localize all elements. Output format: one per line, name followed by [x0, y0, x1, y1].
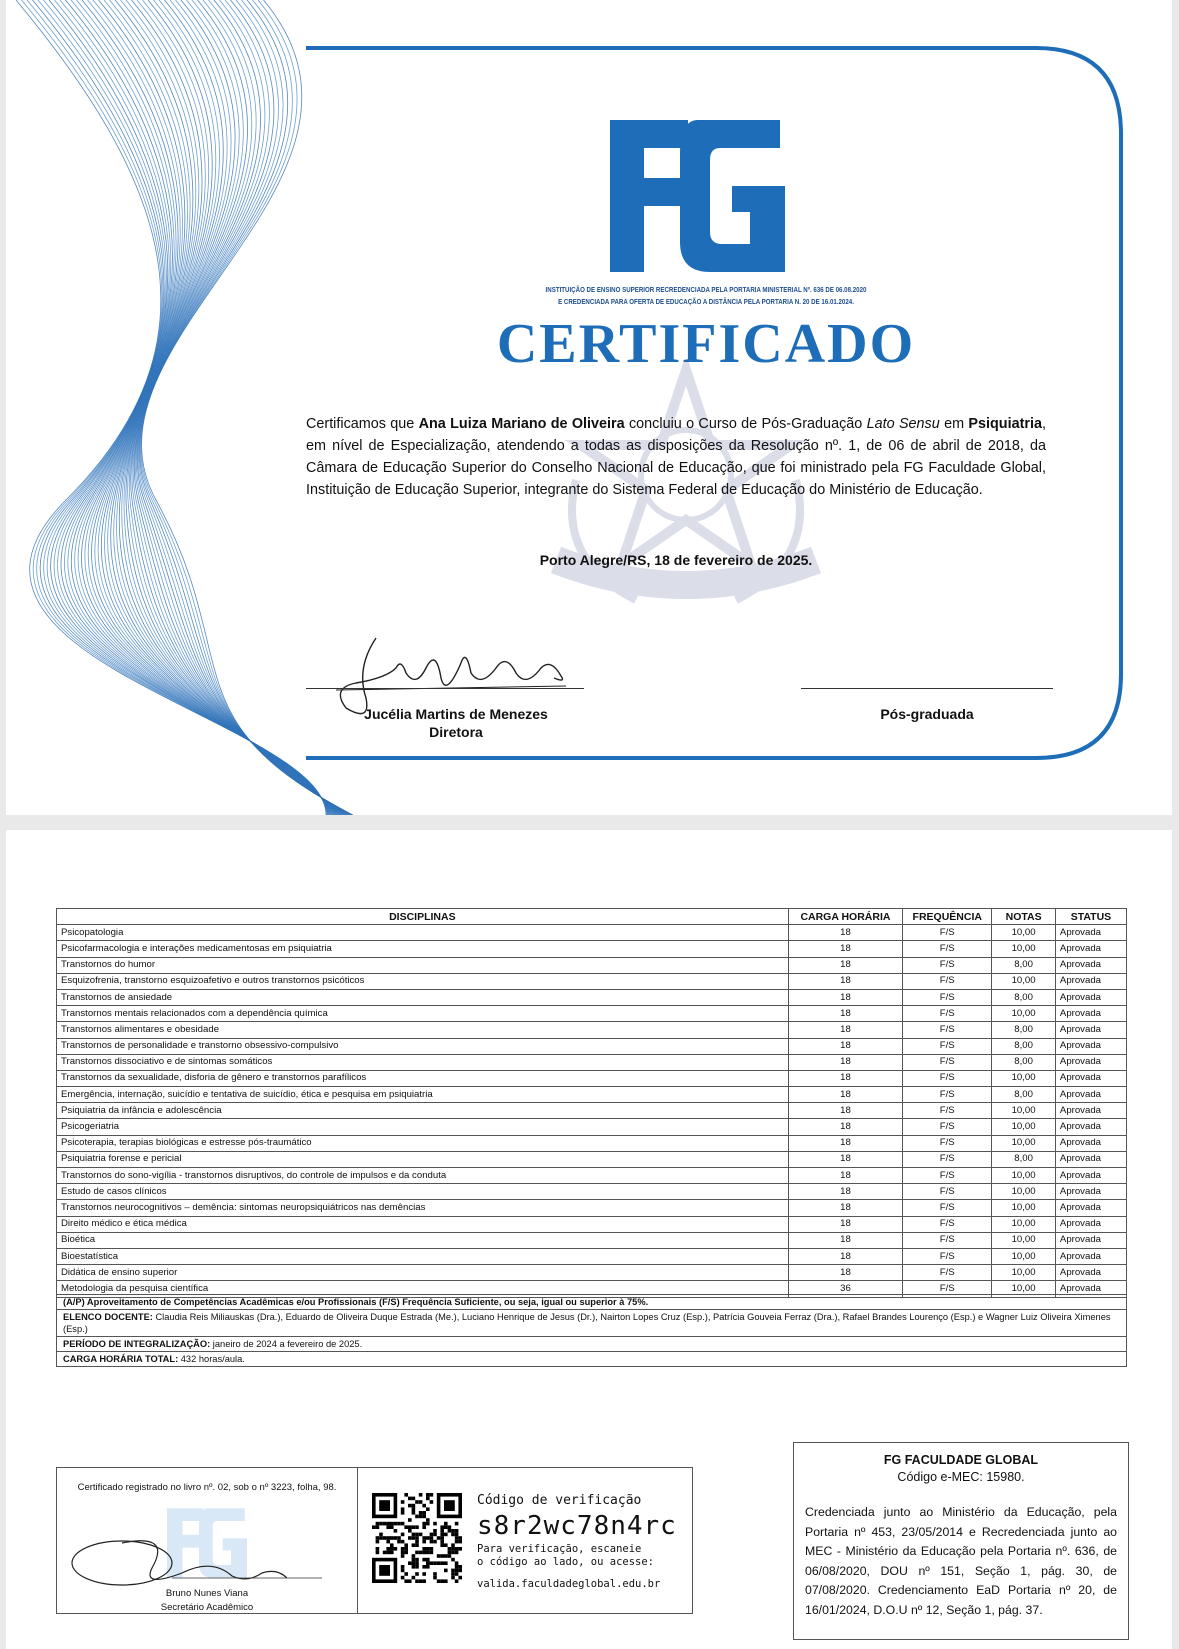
disciplina-cell: Direito médico e ética médica	[57, 1216, 789, 1232]
director-signature-line	[306, 688, 584, 689]
nota-cell: 8,00	[992, 1151, 1056, 1167]
grades-table	[56, 908, 1127, 1298]
total-workload: CARGA HORÁRIA TOTAL: 432 horas/aula.	[57, 1352, 1127, 1367]
disciplina-cell: Psicofarmacologia e interações medicamentosas em psiquiatria	[57, 941, 789, 957]
nota-cell: 10,00	[992, 925, 1056, 941]
carga-horaria-cell: 18	[788, 1103, 903, 1119]
table-row	[57, 1022, 1127, 1038]
status-cell: Aprovada	[1055, 1054, 1126, 1070]
nota-cell: 8,00	[992, 1054, 1056, 1070]
frequencia-cell: F/S	[903, 1103, 992, 1119]
disciplina-cell: Estudo de casos clínicos	[57, 1184, 789, 1200]
carga-horaria-cell: 18	[788, 1006, 903, 1022]
nota-cell: 10,00	[992, 1248, 1056, 1264]
nota-cell: 10,00	[992, 1070, 1056, 1086]
status-cell: Aprovada	[1055, 1184, 1126, 1200]
disciplina-cell: Transtornos do sono-vigília - transtornos disruptivos, do controle de impulsos e da conduta	[57, 1168, 789, 1184]
status-cell: Aprovada	[1055, 925, 1126, 941]
table-row	[57, 925, 1127, 941]
place-and-date: Porto Alegre/RS, 18 de fevereiro de 2025.	[539, 552, 813, 568]
secretary-name: Bruno Nunes Viana	[165, 1588, 249, 1599]
nota-cell: 10,00	[992, 1184, 1056, 1200]
nota-cell: 8,00	[992, 1087, 1056, 1103]
verification-url[interactable]: valida.faculdadeglobal.edu.br	[477, 1578, 661, 1590]
registration-text: Certificado registrado no livro nº. 02, sob o nº 3223, folha, 98.	[77, 1482, 337, 1493]
grades-header-row	[57, 909, 1127, 925]
status-cell: Aprovada	[1055, 1216, 1126, 1232]
frequencia-cell: F/S	[903, 1200, 992, 1216]
nota-cell: 10,00	[992, 1281, 1056, 1297]
nota-cell: 10,00	[992, 1232, 1056, 1248]
nota-cell: 8,00	[992, 957, 1056, 973]
transcript-notes	[56, 1294, 1127, 1367]
disciplina-cell: Psicopatologia	[57, 925, 789, 941]
carga-horaria-cell: 18	[788, 1135, 903, 1151]
frequencia-cell: F/S	[903, 1232, 992, 1248]
disciplina-cell: Psicogeriatria	[57, 1119, 789, 1135]
status-cell: Aprovada	[1055, 1151, 1126, 1167]
certificate-title: CERTIFICADO	[496, 313, 916, 375]
carga-horaria-cell: 18	[788, 1054, 903, 1070]
status-cell: Aprovada	[1055, 1232, 1126, 1248]
status-cell: Aprovada	[1055, 1265, 1126, 1281]
institution-accreditation-text: Credenciada junto ao Ministério da Educação, pela Portaria nº 453, 23/05/2014 e Recredenciada junto ao MEC - Ministério da Educação pela Portaria nº. 636, de 06/08/2020, DOU nº 151, Seção 1, pág. 30, de 07/08/2020. Credenciamento EaD Portaria nº 20, de 16/01/2024, D.O.U nº 12, Seção 1, pág. 37.	[805, 1505, 1117, 1617]
director-name: Jucélia Martins de Menezes	[364, 706, 548, 722]
course-name: Psiquiatria	[968, 416, 1042, 432]
table-row	[57, 1265, 1127, 1281]
carga-horaria-cell: 18	[788, 1248, 903, 1264]
table-row	[57, 973, 1127, 989]
status-cell: Aprovada	[1055, 1070, 1126, 1086]
frequencia-cell: F/S	[903, 1135, 992, 1151]
table-row	[57, 1006, 1127, 1022]
header-status: STATUS	[1055, 909, 1126, 925]
disciplina-cell: Psiquiatria forense e pericial	[57, 1151, 789, 1167]
table-row	[57, 1103, 1127, 1119]
status-cell: Aprovada	[1055, 1006, 1126, 1022]
registration-box	[56, 1467, 693, 1614]
status-cell: Aprovada	[1055, 1087, 1126, 1103]
disciplina-cell: Psicoterapia, terapias biológicas e estresse pós-traumático	[57, 1135, 789, 1151]
nota-cell: 10,00	[992, 1119, 1056, 1135]
disciplina-cell: Bioética	[57, 1232, 789, 1248]
nota-cell: 10,00	[992, 973, 1056, 989]
table-row	[57, 1232, 1127, 1248]
carga-horaria-cell: 18	[788, 1200, 903, 1216]
certificate-page	[6, 0, 1172, 815]
carga-horaria-cell: 18	[788, 957, 903, 973]
carga-horaria-cell: 18	[788, 1184, 903, 1200]
table-row	[57, 1184, 1127, 1200]
verification-label: Código de verificação	[477, 1493, 642, 1508]
header-frequencia: FREQUÊNCIA	[903, 909, 992, 925]
carga-horaria-cell: 18	[788, 1038, 903, 1054]
faculty-list: ELENCO DOCENTE: Claudia Reis Miliauskas (Dra.), Eduardo de Oliveira Duque Estrada (Me.), Luciano Henrique de Jesus (Dr.), Nairton Lopes Cruz (Esp.), Patrícia Gouveia Ferraz (Dra.), Rafael Brandes Lourenço (Esp.) e Wagner Luiz Oliveira Ximenes (Esp.)	[57, 1310, 1127, 1337]
disciplina-cell: Transtornos do humor	[57, 957, 789, 973]
nota-cell: 10,00	[992, 1200, 1056, 1216]
status-cell: Aprovada	[1055, 1103, 1126, 1119]
institution-accreditation-line-2: E CREDENCIADA PARA OFERTA DE EDUCAÇÃO A DISTÂNCIA PELA PORTARIA N. 20 DE 16.01.2024.	[558, 297, 854, 306]
carga-horaria-cell: 18	[788, 1232, 903, 1248]
table-row	[57, 1168, 1127, 1184]
frequencia-cell: F/S	[903, 957, 992, 973]
table-row	[57, 957, 1127, 973]
nota-cell: 8,00	[992, 989, 1056, 1005]
status-cell: Aprovada	[1055, 1281, 1126, 1297]
qr-code[interactable]	[372, 1493, 462, 1583]
frequencia-cell: F/S	[903, 1038, 992, 1054]
status-cell: Aprovada	[1055, 1119, 1126, 1135]
frequency-legend: (A/P) Aproveitamento de Competências Acadêmicas e/ou Profissionais (F/S) Frequência Suficiente, ou seja, igual ou superior à 75%.	[57, 1295, 1127, 1310]
header-disciplinas: DISCIPLINAS	[57, 909, 789, 925]
frequencia-cell: F/S	[903, 973, 992, 989]
verification-instruction-2: o código ao lado, ou acesse:	[477, 1556, 655, 1568]
fg-logo	[610, 120, 785, 272]
carga-horaria-cell: 18	[788, 1151, 903, 1167]
table-row	[57, 941, 1127, 957]
student-name: Ana Luiza Mariano de Oliveira	[418, 416, 625, 432]
frequencia-cell: F/S	[903, 1168, 992, 1184]
disciplina-cell: Transtornos de ansiedade	[57, 989, 789, 1005]
institution-emec-code: Código e-MEC: 15980.	[897, 1470, 1025, 1484]
frequencia-cell: F/S	[903, 1265, 992, 1281]
table-row	[57, 1054, 1127, 1070]
frequencia-cell: F/S	[903, 989, 992, 1005]
status-cell: Aprovada	[1055, 989, 1126, 1005]
disciplina-cell: Didática de ensino superior	[57, 1265, 789, 1281]
graduate-signature-line	[801, 688, 1053, 689]
nota-cell: 10,00	[992, 1006, 1056, 1022]
disciplina-cell: Esquizofrenia, transtorno esquizoafetivo e outros transtornos psicóticos	[57, 973, 789, 989]
table-row	[57, 1070, 1127, 1086]
status-cell: Aprovada	[1055, 957, 1126, 973]
frequencia-cell: F/S	[903, 1281, 992, 1297]
disciplina-cell: Transtornos mentais relacionados com a dependência química	[57, 1006, 789, 1022]
institution-accreditation-line-1: INSTITUIÇÃO DE ENSINO SUPERIOR RECREDENCIADA PELA PORTARIA MINISTERIAL Nº. 636 DE 06.08.2020	[545, 285, 867, 294]
disciplina-cell: Metodologia da pesquisa científica	[57, 1281, 789, 1297]
nota-cell: 10,00	[992, 1168, 1056, 1184]
table-row	[57, 1216, 1127, 1232]
table-row	[57, 1151, 1127, 1167]
frequencia-cell: F/S	[903, 1119, 992, 1135]
graduate-label: Pós-graduada	[880, 706, 974, 722]
disciplina-cell: Transtornos dissociativo e de sintomas somáticos	[57, 1054, 789, 1070]
frequencia-cell: F/S	[903, 1216, 992, 1232]
disciplina-cell: Transtornos alimentares e obesidade	[57, 1022, 789, 1038]
disciplina-cell: Bioestatística	[57, 1248, 789, 1264]
disciplina-cell: Psiquiatria da infância e adolescência	[57, 1103, 789, 1119]
nota-cell: 10,00	[992, 941, 1056, 957]
certificate-body-text: Certificamos que Ana Luiza Mariano de Oliveira concluiu o Curso de Pós-Graduação Lato Sensu em Psiquiatria, em nível de Especialização, atendendo a todas as disposições da Resolução nº. 1, de 06 de abril de 2018, da Câmara de Educação Superior do Conselho Nacional de Educação, que foi ministrado pela FG Faculdade Global, Instituição de Educação Superior, integrante do Sistema Federal de Educação do Ministério de Educação.	[306, 416, 1046, 498]
nota-cell: 10,00	[992, 1265, 1056, 1281]
frequencia-cell: F/S	[903, 941, 992, 957]
table-row	[57, 1200, 1127, 1216]
header-carga-horaria: CARGA HORÁRIA	[788, 909, 903, 925]
status-cell: Aprovada	[1055, 1038, 1126, 1054]
registration-panel	[57, 1468, 358, 1613]
status-cell: Aprovada	[1055, 1200, 1126, 1216]
frequencia-cell: F/S	[903, 1006, 992, 1022]
status-cell: Aprovada	[1055, 1135, 1126, 1151]
table-row	[57, 1248, 1127, 1264]
institution-info-box	[793, 1442, 1129, 1640]
status-cell: Aprovada	[1055, 941, 1126, 957]
carga-horaria-cell: 18	[788, 925, 903, 941]
status-cell: Aprovada	[1055, 1022, 1126, 1038]
header-notas: NOTAS	[992, 909, 1056, 925]
disciplina-cell: Transtornos neurocognitivos – demência: sintomas neuropsiquiátricos nas demências	[57, 1200, 789, 1216]
status-cell: Aprovada	[1055, 1168, 1126, 1184]
frequencia-cell: F/S	[903, 1087, 992, 1103]
frequencia-cell: F/S	[903, 1070, 992, 1086]
carga-horaria-cell: 18	[788, 989, 903, 1005]
verification-code: s8r2wc78n4rc	[477, 1511, 677, 1541]
nota-cell: 10,00	[992, 1103, 1056, 1119]
table-row	[57, 989, 1127, 1005]
carga-horaria-cell: 36	[788, 1281, 903, 1297]
carga-horaria-cell: 18	[788, 941, 903, 957]
status-cell: Aprovada	[1055, 1248, 1126, 1264]
status-cell: Aprovada	[1055, 973, 1126, 989]
carga-horaria-cell: 18	[788, 1119, 903, 1135]
carga-horaria-cell: 18	[788, 1022, 903, 1038]
nota-cell: 8,00	[992, 1038, 1056, 1054]
nota-cell: 10,00	[992, 1135, 1056, 1151]
frequencia-cell: F/S	[903, 1022, 992, 1038]
carga-horaria-cell: 18	[788, 1168, 903, 1184]
nota-cell: 10,00	[992, 1216, 1056, 1232]
frequencia-cell: F/S	[903, 1151, 992, 1167]
frequencia-cell: F/S	[903, 1248, 992, 1264]
table-row	[57, 1087, 1127, 1103]
secretary-role: Secretário Acadêmico	[160, 1602, 254, 1613]
frequencia-cell: F/S	[903, 1054, 992, 1070]
director-role: Diretora	[429, 724, 483, 740]
disciplina-cell: Emergência, internação, suicídio e tentativa de suicídio, ética e pesquisa em psiquiatria	[57, 1087, 789, 1103]
table-row	[57, 1119, 1127, 1135]
table-row	[57, 1038, 1127, 1054]
carga-horaria-cell: 18	[788, 1070, 903, 1086]
integration-period: PERÍODO DE INTEGRALIZAÇÃO: janeiro de 2024 a fevereiro de 2025.	[57, 1337, 1127, 1352]
carga-horaria-cell: 18	[788, 973, 903, 989]
frequencia-cell: F/S	[903, 1184, 992, 1200]
disciplina-cell: Transtornos de personalidade e transtorno obsessivo-compulsivo	[57, 1038, 789, 1054]
carga-horaria-cell: 18	[788, 1087, 903, 1103]
carga-horaria-cell: 18	[788, 1216, 903, 1232]
transcript-page	[6, 830, 1172, 1649]
nota-cell: 8,00	[992, 1022, 1056, 1038]
institution-name: FG FACULDADE GLOBAL	[883, 1453, 1039, 1467]
frequencia-cell: F/S	[903, 925, 992, 941]
table-row	[57, 1135, 1127, 1151]
disciplina-cell: Transtornos da sexualidade, disforia de gênero e transtornos parafílicos	[57, 1070, 789, 1086]
carga-horaria-cell: 18	[788, 1265, 903, 1281]
verification-instruction-1: Para verificação, escaneie	[477, 1543, 642, 1555]
